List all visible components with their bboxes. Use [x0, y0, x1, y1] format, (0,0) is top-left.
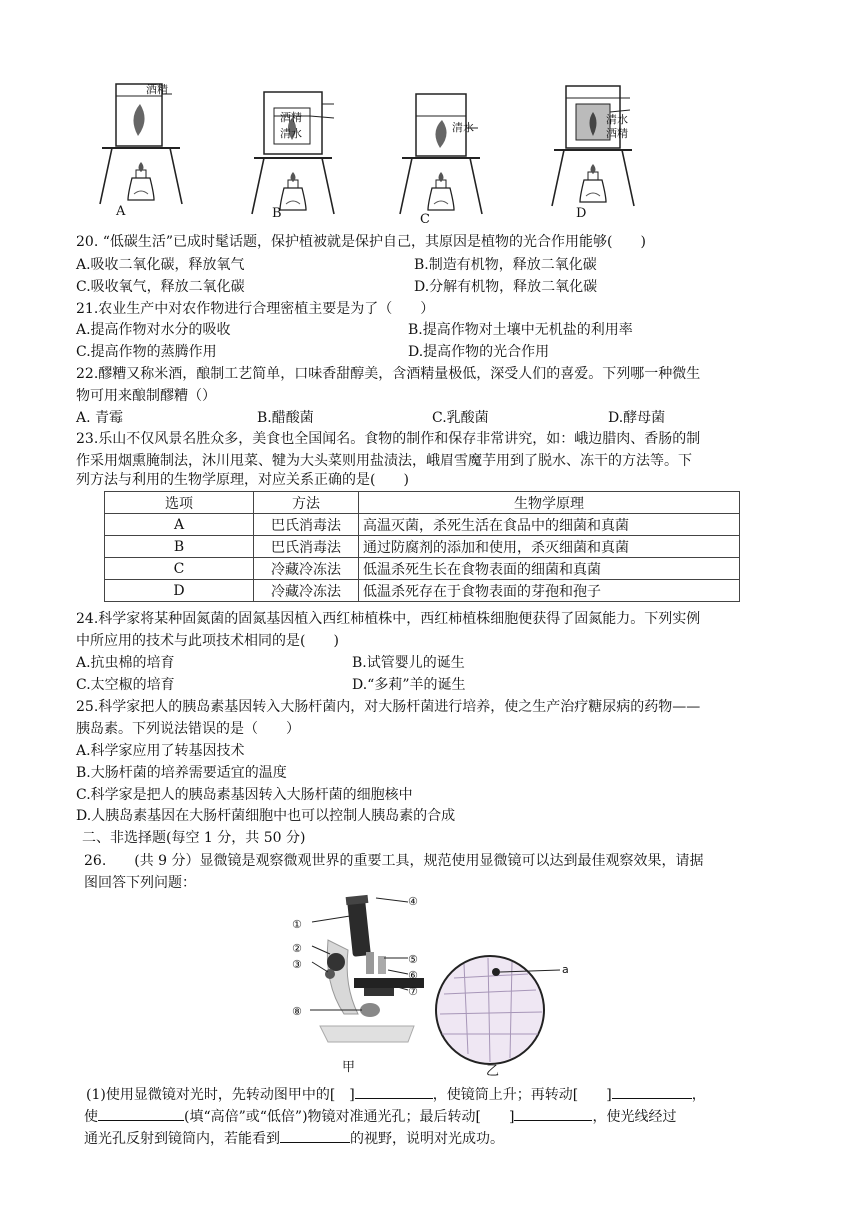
caption-c: C	[420, 212, 430, 227]
caption-d: D	[576, 206, 587, 221]
table-row	[105, 514, 740, 536]
q26-sub1-line3	[84, 1126, 504, 1149]
q26-text: (填“高倍”或“低倍”)物镜对准通光孔；最后转动[ ]	[184, 1109, 515, 1125]
q20-option-b: B.制造有机物，释放二氧化碳	[414, 257, 597, 273]
q22-option-d: D.酵母菌	[608, 410, 666, 426]
field-of-view-yi	[436, 956, 560, 1064]
q22-stem-line1: 22.醪糟又称米酒，酿制工艺简单，口味香甜醇美，含酒精量极低，深受人们的喜爱。下列哪一种微生	[76, 366, 701, 382]
table-header: 选项	[105, 492, 254, 514]
q21-option-d: D.提高作物的光合作用	[408, 344, 550, 360]
q26-text: ，使镜筒上升；再转动[ ]	[432, 1087, 612, 1103]
q23-stem-line1: 23.乐山不仅风景名胜众多，美食也全国闻名。食物的制作和保存非常讲究，如：峨边腊肉、香肠的制	[76, 431, 701, 447]
label-b-alcohol: 酒精	[280, 111, 302, 124]
q21-option-b: B.提高作物对土壤中无机盐的利用率	[408, 322, 633, 338]
label-3: ③	[292, 958, 302, 971]
table-row	[105, 536, 740, 558]
table-cell: 冷藏冷冻法	[254, 558, 359, 580]
answer-blank[interactable]	[612, 1082, 692, 1099]
q25-option-b: B.大肠杆菌的培养需要适宜的温度	[76, 765, 287, 781]
table-row	[105, 558, 740, 580]
q26-text: ，	[691, 1087, 706, 1103]
table-cell: 冷藏冷冻法	[254, 580, 359, 602]
table-cell: 高温灭菌，杀死生活在食品中的细菌和真菌	[359, 514, 740, 536]
table-header: 方法	[254, 492, 359, 514]
q22-option-c: C.乳酸菌	[432, 410, 489, 426]
q26-text: 通光孔反射到镜筒内，若能看到	[84, 1131, 280, 1147]
label-8: ⑧	[292, 1005, 302, 1018]
q20-option-a: A.吸收二氧化碳，释放氧气	[76, 257, 245, 273]
q24-stem-line1: 24.科学家将某种固氮菌的固氮基因植入西红柿植株中，西红柿植株细胞便获得了固氮能力。下列实例	[76, 611, 701, 627]
caption-b: B	[272, 206, 282, 221]
microscope-jia	[310, 895, 424, 1042]
q22-option-a: A. 青霉	[76, 410, 124, 426]
label-7: ⑦	[408, 985, 418, 998]
answer-blank[interactable]	[355, 1082, 433, 1099]
apparatus-figure	[70, 78, 710, 228]
table-cell: C	[105, 558, 254, 580]
section2-heading: 二、非选择题(每空 1 分，共 50 分)	[82, 830, 306, 846]
q23-table	[104, 491, 740, 602]
q26-sub1-line1	[86, 1082, 706, 1105]
apparatus-a	[100, 84, 182, 204]
q26-text: 的视野，说明对光成功。	[350, 1131, 504, 1147]
apparatus-d	[552, 86, 634, 206]
q23-stem-line2: 作采用烟熏腌制法，沐川甩菜、犍为大头菜则用盐渍法，峨眉雪魔芋用到了脱水、冻干的方法等。下	[76, 453, 692, 469]
q25-option-c: C.科学家是把人的胰岛素基因转入大肠杆菌的细胞核中	[76, 787, 413, 803]
q25-stem-line1: 25.科学家把人的胰岛素基因转入大肠杆菌内，对大肠杆菌进行培养，使之生产治疗糖尿病的药物——	[76, 699, 701, 715]
answer-blank[interactable]	[514, 1104, 592, 1121]
table-cell: 通过防腐剂的添加和使用，杀灭细菌和真菌	[359, 536, 740, 558]
label-b-water: 清水	[280, 127, 302, 140]
q24-option-b: B.试管婴儿的诞生	[352, 655, 465, 671]
q26-sub1-line2	[84, 1104, 676, 1127]
label-d-water: 清水	[606, 113, 628, 126]
caption-a: A	[116, 204, 126, 219]
table-header: 生物学原理	[359, 492, 740, 514]
q25-option-d: D.人胰岛素基因在大肠杆菌细胞中也可以控制人胰岛素的合成	[76, 808, 456, 824]
q21-option-a: A.提高作物对水分的吸收	[76, 322, 231, 338]
q24-stem-line2: 中所应用的技术与此项技术相同的是( )	[76, 633, 339, 649]
q24-option-d: D.“多莉”羊的诞生	[352, 677, 466, 693]
table-cell: A	[105, 514, 254, 536]
answer-blank[interactable]	[280, 1126, 350, 1143]
table-cell: 巴氏消毒法	[254, 514, 359, 536]
q26-stem-line2: 图回答下列问题：	[84, 875, 196, 891]
q21-option-c: C.提高作物的蒸腾作用	[76, 344, 217, 360]
q22-option-b: B.醋酸菌	[257, 410, 314, 426]
table-cell: B	[105, 536, 254, 558]
q22-stem-line2: 物可用来酿制醪糟（）	[76, 388, 216, 404]
label-a-alcohol: 酒精	[146, 83, 168, 96]
q24-option-c: C.太空椒的培育	[76, 677, 175, 693]
q23-stem-line3: 列方法与利用的生物学原理，对应关系正确的是( )	[76, 472, 409, 488]
microscope-figure	[284, 894, 580, 1086]
table-cell: 低温杀死生长在食物表面的细菌和真菌	[359, 558, 740, 580]
answer-blank[interactable]	[98, 1104, 184, 1121]
q20-option-d: D.分解有机物，释放二氧化碳	[414, 279, 598, 295]
q25-stem-line2: 胰岛素。下列说法错误的是（ ）	[76, 721, 300, 737]
table-row	[105, 580, 740, 602]
label-d-alcohol: 酒精	[606, 127, 628, 140]
label-c-water: 清水	[452, 121, 474, 134]
q25-option-a: A.科学家应用了转基因技术	[76, 743, 245, 759]
label-4: ④	[408, 895, 418, 908]
q20-option-c: C.吸收氧气，释放二氧化碳	[76, 279, 245, 295]
q24-option-a: A.抗虫棉的培育	[76, 655, 175, 671]
q26-text: ，使光线经过	[592, 1109, 677, 1125]
q26-text: 使	[84, 1109, 98, 1125]
q26-text: (1)使用显微镜对光时，先转动图甲中的[ ]	[86, 1087, 355, 1103]
caption-yi: 乙	[486, 1064, 500, 1079]
q21-stem: 21.农业生产中对农作物进行合理密植主要是为了（ ）	[76, 301, 435, 317]
table-cell: 巴氏消毒法	[254, 536, 359, 558]
label-6: ⑥	[408, 969, 418, 982]
apparatus-c	[400, 94, 482, 214]
caption-jia: 甲	[342, 1060, 356, 1075]
label-1: ①	[292, 918, 302, 931]
table-cell: D	[105, 580, 254, 602]
label-2: ②	[292, 942, 302, 955]
label-a: a	[562, 963, 569, 976]
q20-stem: 20. “低碳生活”已成时髦话题，保护植被就是保护自己，其原因是植物的光合作用能够( )	[76, 234, 646, 250]
q26-stem-line1: 26. (共 9 分）显微镜是观察微观世界的重要工具，规范使用显微镜可以达到最佳观察效果，请据	[84, 853, 704, 869]
table-header-row	[105, 492, 740, 514]
table-cell: 低温杀死存在于食物表面的芽孢和孢子	[359, 580, 740, 602]
label-5: ⑤	[408, 953, 418, 966]
